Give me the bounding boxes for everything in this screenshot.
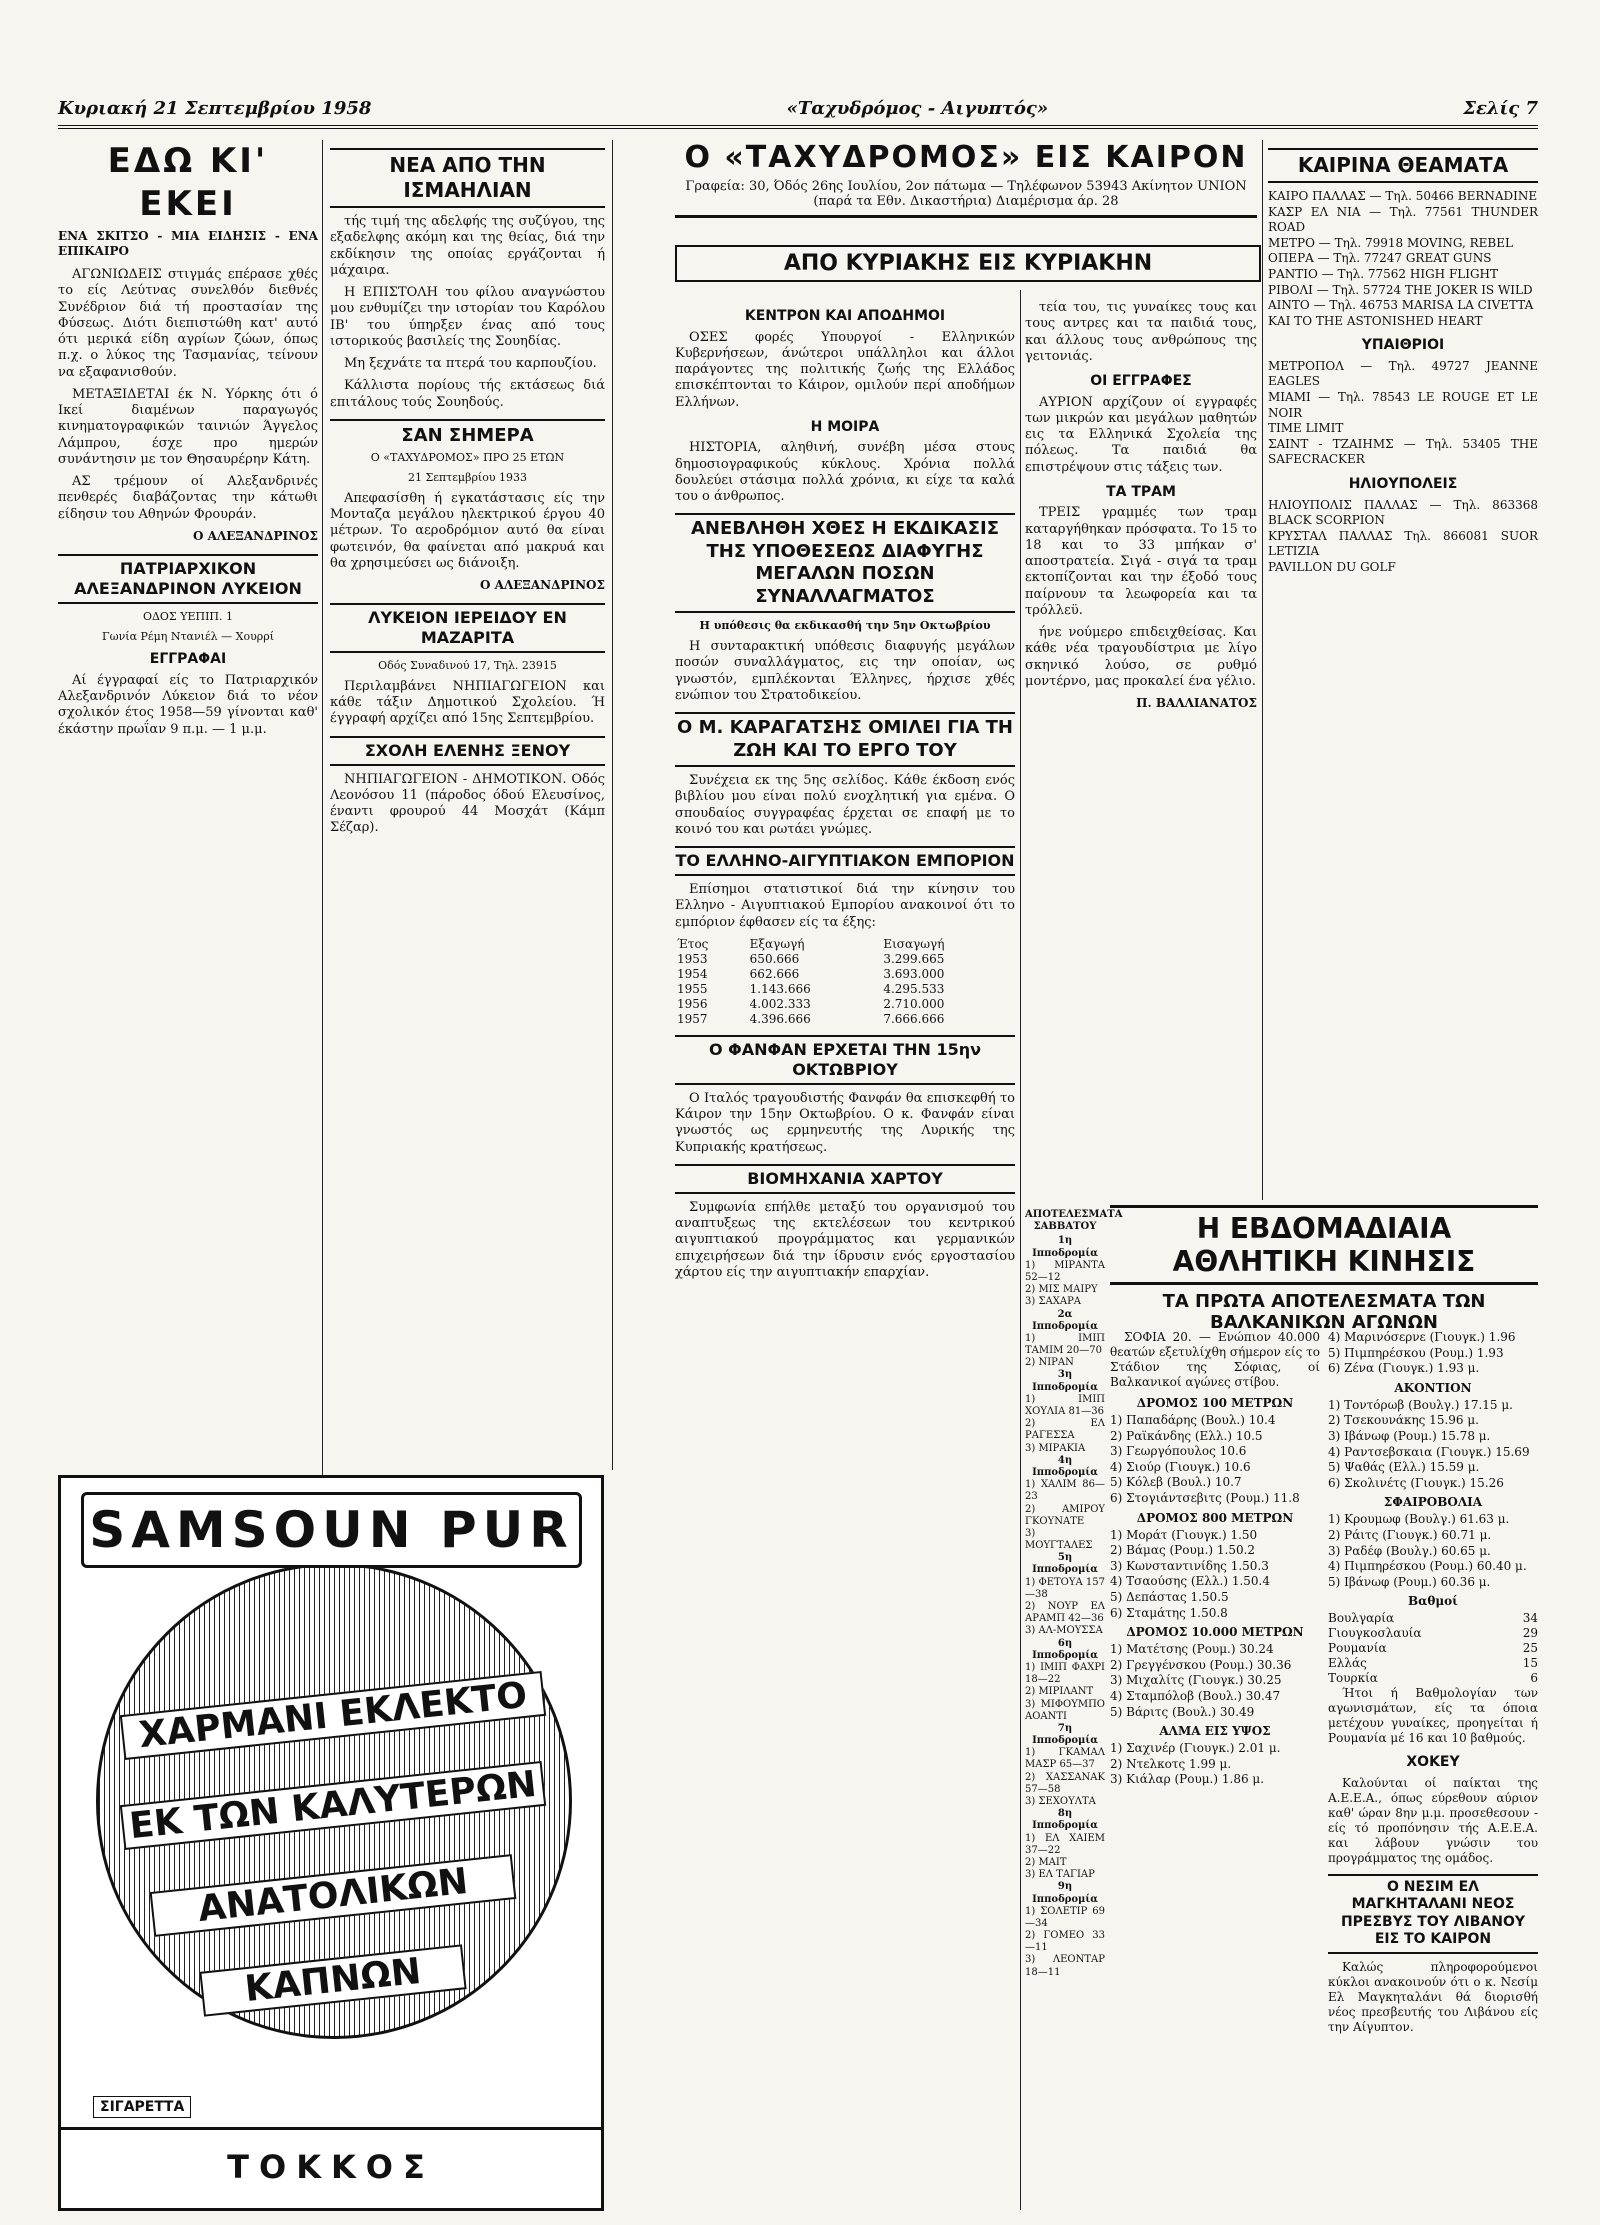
- race-line: 5η Ιπποδρομία: [1032, 1552, 1098, 1576]
- week-title: ΑΠΟ ΚΥΡΙΑΚΗΣ ΕΙΣ ΚΥΡΙΑΚΗΝ: [675, 245, 1261, 282]
- col5-text: ήνε νούμερο επιδειχθείσας. Και κάθε νέα τραγουδίστρια με λίγο σκηνικό λούσο, σε ρυθμό μοντέρνο, μας προκαλεί ένα γέλιο.: [1025, 625, 1257, 689]
- docs-text: ΑΥΡΙΟΝ αρχίζουν οί εγγραφές των μικρών και μεγάλων μαθητών εις τα Ελληνικά Σχολεία της πόλεως. Τα παιδιά θα επιστρέψουν στις τάξεις των.: [1025, 394, 1257, 475]
- table-cell: 1957: [677, 1011, 708, 1026]
- standing-row: [1328, 1656, 1538, 1671]
- column-rule: [1262, 140, 1263, 1200]
- sports-results-title: ΤΑ ΠΡΩΤΑ ΑΠΟΤΕΛΕΣΜΑΤΑ ΤΩΝ ΒΑΛΚΑΝΙΚΩΝ ΑΓΩΝΩΝ: [1162, 1291, 1486, 1333]
- karagatsis-title: Ο Μ. ΚΑΡΑΓΑΤΣΗΣ ΟΜΙΛΕΙ ΓΙΑ ΤΗ ΖΩΗ ΚΑΙ ΤΟ ΕΡΓΟ ΤΟΥ: [675, 712, 1015, 767]
- col2-para: Η ΕΠΙΣΤΟΛΗ του φίλου αναγνώστου μου ενθυμίζει την ιστορίαν του Καρόλου ΙΒ' του ύπηρξεν ένας από τους ιστορικούς βασιλείς της Σουηδίας.: [330, 285, 605, 349]
- paper-title: ΒΙΟΜΗΧΑΝΙΑ ΧΑΡΤΟΥ: [675, 1164, 1015, 1194]
- col2-para: Κάλλιστα πορίους τής εκτάσεως διά επιτάλους τούς Σουηδούς.: [330, 378, 605, 410]
- cinema-entry: ΣΑΙΝΤ - ΤΖΑΙΗΜΣ — Τηλ. 53405 THE SAFECRACKER: [1268, 436, 1538, 467]
- col1-title: ΕΔΩ ΚΙ' ΕΚΕΙ: [107, 141, 269, 224]
- table-row: [675, 997, 1015, 1012]
- result-line: 3) Κιάλαρ (Ρουμ.) 1.86 μ.: [1110, 1772, 1265, 1787]
- column-5: [1268, 140, 1538, 1200]
- result-line: 6) Σταμάτης 1.50.8: [1110, 1605, 1228, 1620]
- race-line: 2) ΜΙΣ ΜΑΙΡΥ: [1025, 1284, 1098, 1296]
- table-row: [675, 937, 1015, 952]
- races-column: [1025, 1205, 1123, 2210]
- result-line: 4) Μαρινόσερνε (Γιουγκ.) 1.96: [1328, 1330, 1516, 1344]
- anniversary-text: Απεφασίσθη ή εγκατάστασις είς την Μονταζα μεγάλου ηλεκτρικού έργου 40 μέτρων. Το αεροδρόμιον αυτό θα είναι φωτεινόν, θα φαίνεται από μακρυά και θα χρησιμεύσει ως διάνοιξη.: [330, 490, 605, 571]
- result-line: 1) Σαχινέρ (Γιουγκ.) 2.01 μ.: [1110, 1741, 1281, 1756]
- country: Γιουγκοσλαυία: [1328, 1626, 1422, 1641]
- race-line: 2) ΜΑΙΤ: [1025, 1856, 1067, 1868]
- result-line: 3) Κωνσταντινίδης 1.50.3: [1110, 1558, 1269, 1573]
- fanfan-title: Ο ΦΑΝΦΑΝ ΕΡΧΕΤΑΙ ΤΗΝ 15ην ΟΚΤΩΒΡΙΟΥ: [675, 1035, 1015, 1085]
- standing-row: [1328, 1626, 1538, 1641]
- points: 25: [1522, 1641, 1538, 1656]
- result-line: 1) Παπαδάρης (Βουλ.) 10.4: [1110, 1413, 1276, 1427]
- table-cell: 4.396.666: [749, 1011, 811, 1026]
- standing-row: [1328, 1641, 1538, 1656]
- table-head: Έτος: [677, 936, 709, 951]
- table-row: [675, 952, 1015, 967]
- col2-para: Μη ξεχνάτε τα πτερά του καρπουζίου.: [344, 356, 597, 371]
- spacer: [610, 140, 670, 2210]
- result-line: 5) Ιβάνωφ (Ρουμ.) 60.36 μ.: [1328, 1574, 1491, 1589]
- karagatsis-text: Συνέχεια εκ της 5ης σελίδος. Κάθε έκδοση ενός βιβλίου μου είναι πολύ ενοχλητική για εμένα. Ο σπουδαίος συγγραφέας έρχεται σε επαφή με το κοινό του και ρωτάει γνώμες.: [675, 773, 1015, 837]
- table-cell: 1955: [677, 981, 708, 996]
- col4-para: τεία του, τις γυναίκες τους και τους αντρες και τα παιδιά τους, και άλλους τους ανθρώπους της γειτονιάς.: [1025, 300, 1257, 364]
- hockey-title: ΧΟΚΕΥ: [1406, 1754, 1460, 1771]
- banner-info: Γραφεία: 30, Όδός 26ης Ιουλίου, 2ον πάτωμα — Τηλέφωνον 53943 Ακίνητον UNION (παρά τα Εθν. Δικαστήρια) Διαμέρισμα άρ. 28: [685, 179, 1247, 209]
- result-line: 3) Ιβάνωφ (Ρουμ.) 15.78 μ.: [1328, 1428, 1491, 1443]
- race-line: 3) ΣΑΧΑΡΑ: [1025, 1296, 1082, 1308]
- cairo-banner: [675, 140, 1257, 218]
- masthead-date: Κυριακή 21 Σεπτεμβρίου 1958: [58, 98, 372, 119]
- paper-text: Συμφωνία επήλθε μεταξύ του οργανισμού του αναπτυξεως της εκτελέσεων του κεντρικού αιγυπτιακού προγράμματος και γερμανικών επιχειρήσεων διά την ίδρυσιν ενός εργοστασίου χάρτου είς την αιγυπτιακήν επαρχίαν.: [675, 1199, 1015, 1280]
- school-box-line: Αί έγγραφαί είς το Πατριαρχικόν Αλεξανδρινόν Λύκειον διά το νέον σχολικόν έτος 1958—59 γίνονται καθ' έκάστην πρωΐαν 9 π.μ. — 1 μ.μ.: [58, 672, 318, 737]
- result-line: 4) Πιμπηρέσκου (Ρουμ.) 60.40 μ.: [1328, 1559, 1527, 1574]
- race-line: 2) ΑΜΙΡΟΥ ΓΚΟΥΝΑΤΕ: [1025, 1503, 1105, 1527]
- result-line: 3) Γεωργόπουλος 10.6: [1110, 1444, 1247, 1459]
- race-line: 1) ΦΕΤΟΥΑ 157—38: [1025, 1576, 1105, 1600]
- school2-text: ΝΗΠΙΑΓΩΓΕΙΟΝ - ΔΗΜΟΤΙΚΟΝ. Οδός Λεονόσου 11 (πάροδος όδού Ελευσίνος, έναντι φρουρού 44 Μοσχάτ (Κάμπ Σέζαρ).: [330, 771, 605, 836]
- ad-slogan: ΚΑΠΝΩΝ: [199, 1944, 466, 2016]
- outdoor-title: ΥΠΑΙΘΡΙΟΙ: [1361, 337, 1445, 354]
- result-line: 1) Τοντόρωβ (Βουλγ.) 17.15 μ.: [1328, 1397, 1513, 1412]
- race-line: 3) ΛΕΟΝΤΑΡ 18—11: [1025, 1954, 1105, 1978]
- race-line: 8η Ιπποδρομία: [1032, 1808, 1098, 1832]
- sports-main-title: Η ΕΒΔΟΜΑΔΙΑΙΑ ΑΘΛΗΤΙΚΗ ΚΙΝΗΣΙΣ: [1110, 1205, 1538, 1285]
- table-row: [675, 967, 1015, 982]
- masthead: [58, 85, 1538, 129]
- table-cell: 1954: [677, 966, 708, 981]
- anniversary-signature: Ο ΑΛΕΞΑΝΔΡΙΝΟΣ: [480, 578, 605, 592]
- cinema-entry: ΡΑΝΤΙΟ — Τηλ. 77562 HIGH FLIGHT: [1268, 266, 1499, 281]
- trade-text: Επίσημοι στατιστικοί διά την κίνησιν του Ελληνο - Αιγυπτιακού Εμπορίου ανακοινοί ότι το εμπόριον έφθασεν είς τα έξης:: [675, 882, 1015, 930]
- race-line: 3) ΣΕΧΟΥΛΤΑ: [1025, 1796, 1096, 1807]
- col4-signature: Π. ΒΑΛΛΙΑΝΑΤΟΣ: [1136, 696, 1257, 710]
- school2-title: ΣΧΟΛΗ ΕΛΕΝΗΣ ΞΕΝΟΥ: [330, 736, 605, 766]
- result-line: 4) Σιούρ (Γιουγκ.) 10.6: [1110, 1459, 1251, 1474]
- race-line: 2) ΝΟΥΡ ΕΛ ΑΡΑΜΠ 42—36: [1025, 1601, 1105, 1625]
- ad-slogan: ΧΑΡΜΑΝΙ ΕΚΛΕΚΤΟ: [120, 1671, 546, 1760]
- column-rule: [1020, 290, 1021, 2210]
- cinema-entry: PAVILLON DU GOLF: [1268, 559, 1396, 574]
- result-line: 2) Ράιτς (Γιουγκ.) 60.71 μ.: [1328, 1527, 1492, 1542]
- cinema-entry: ΟΠΕΡΑ — Τηλ. 77247 GREAT GUNS: [1268, 251, 1492, 266]
- standings-title: Βαθμοί: [1408, 1594, 1458, 1609]
- school-box-line: ΕΓΓΡΑΦΑΙ: [149, 651, 227, 668]
- cinema-entry: ΚΡΥΣΤΑΛ ΠΑΛΛΑΣ Τηλ. 866081 SUOR LETIZIA: [1268, 528, 1538, 559]
- result-line: 2) Ντελκοτς 1.99 μ.: [1110, 1756, 1232, 1771]
- points: 34: [1522, 1611, 1538, 1626]
- event-title: ΔΡΟΜΟΣ 10.000 ΜΕΤΡΩΝ: [1126, 1625, 1304, 1640]
- school-box-line: ΟΔΟΣ ΥΕΠΙΠ. 1: [142, 609, 234, 623]
- race-line: 2) ΓΟΜΕΟ 33—11: [1025, 1930, 1105, 1954]
- column-2: [330, 140, 605, 1465]
- cinema-entry: ΡΙΒΟΛΙ — Τηλ. 57724 THE JOKER IS WILD: [1268, 282, 1533, 297]
- masthead-page: Σελίς 7: [1463, 98, 1538, 119]
- race-line: 1) ΙΜΙΠ ΦΑΧΡΙ 18—22: [1025, 1661, 1105, 1686]
- cigarette-advertisement: [58, 1475, 604, 2211]
- anniversary-subtitle: Ο «ΤΑΧΥΔΡΟΜΟΣ» ΠΡΟ 25 ΕΤΩΝ: [370, 451, 565, 465]
- table-cell: 1.143.666: [749, 981, 811, 996]
- nesim-title: Ο ΝΕΣΙΜ ΕΛ ΜΑΓΚΗΤΑΛΑΝΙ ΝΕΟΣ ΠΡΕΣΒΥΣ ΤΟΥ ΛΙΒΑΝΟΥ ΕΙΣ ΤΟ ΚΑΙΡΟΝ: [1328, 1874, 1538, 1954]
- school-title: ΛΥΚΕΙΟΝ ΙΕΡΕΙΔΟΥ ΕΝ ΜΑΖΑΡΙΤΑ: [330, 603, 605, 653]
- summer-title: ΗΛΙΟΥΠΟΛΕΙΣ: [1348, 476, 1458, 492]
- race-line: 3) ΕΛ ΤΑΓΙΑΡ: [1025, 1869, 1095, 1881]
- anniversary-title: ΣΑΝ ΣΗΜΕΡΑ: [330, 419, 605, 448]
- race-line: 3) ΑΛ-ΜΟΥΣΣΑ: [1025, 1625, 1103, 1637]
- table-cell: 3.299.665: [883, 951, 945, 966]
- trial-title: ΑΝΕΒΛΗΘΗ ΧΘΕΣ Η ΕΚΔΙΚΑΣΙΣ ΤΗΣ ΥΠΟΘΕΣΕΩΣ ΔΙΑΦΥΓΗΣ ΜΕΓΑΛΩΝ ΠΟΣΩΝ ΣΥΝΑΛΛΑΓΜΑΤΟΣ: [675, 513, 1015, 613]
- result-line: 2) Τσεκουνάκης 15.96 μ.: [1328, 1413, 1479, 1428]
- race-line: 3) ΜΙΦΟΥΜΠΟ ΑΟΑΝΤΙ: [1025, 1698, 1105, 1722]
- race-line: 1) ΣΟΛΕΤΙΡ 69—34: [1025, 1905, 1105, 1929]
- col1-para: ΑΣ τρέμουν οί Αλεξανδρινές πενθερές διαβάζοντας την κάτωθι είδησιν του Αθηνών Φρουράν.: [58, 474, 318, 522]
- trial-subtitle: Η υπόθεσις θα εκδικασθή την 5ην Οκτωβρίου: [699, 619, 991, 633]
- race-line: 7η Ιπποδρομία: [1032, 1722, 1098, 1747]
- result-line: 6) Σκολινέτς (Γιουγκ.) 15.26: [1328, 1475, 1504, 1490]
- nesim-text: Καλώς πληροφορούμενοι κύκλοι ανακοινούν ότι ο κ. Νεσίμ Ελ Μαγκηταλάνι θά διορισθή νέος πρεσβευτής του Λιβάνου είς την Αίγυπτον.: [1328, 1959, 1538, 2034]
- ad-brand: SAMSOUN PUR: [81, 1492, 582, 1568]
- result-line: 5) Κόλεβ (Βουλ.) 10.7: [1110, 1475, 1242, 1490]
- theatres-title: ΚΑΙΡΙΝΑ ΘΕΑΜΑΤΑ: [1268, 148, 1538, 183]
- standings-note: Ήτοι ή Βαθμολογίαν των αγωνισμάτων, είς τα όποια μετέχουν γυναίκες, προηγείται ή Ρουμανία μέ 16 και 10 βαθμούς.: [1328, 1686, 1538, 1746]
- sports-column-left: [1110, 1330, 1320, 2210]
- trade-table: [675, 937, 1015, 1027]
- race-line: 1) ΧΑΛΙΜ 86—23: [1025, 1479, 1105, 1503]
- table-cell: 4.002.333: [749, 996, 811, 1011]
- race-line: 2) ΜΙΡΙΛΑΝΤ: [1025, 1686, 1094, 1698]
- points: 29: [1522, 1626, 1538, 1641]
- table-cell: 662.666: [749, 966, 800, 981]
- race-line: 1η Ιπποδρομία: [1032, 1235, 1098, 1259]
- col2-para: τής τιμή της αδελφής της συζύγου, της εξαδελφης ακόμη και της θείας, διά την εκδίκησιν της οποίας εργάζονται ή μάχαιρα.: [330, 214, 605, 278]
- table-cell: 7.666.666: [883, 1011, 945, 1026]
- race-line: 2) ΧΑΣΣΑΝΑΚ 57—58: [1025, 1771, 1105, 1795]
- hockey-text: Καλούνται οί παίκται της Α.Ε.Ε.Α., όπως εύρεθουν αύριον καθ' ώραν 8ην μ.μ. προσεθεσουν - είς τό προπόνησιν τής Α.Ε.Ε.Α. και λάβουν γνώσιν του προγράμματος της ομάδος.: [1328, 1775, 1538, 1865]
- column-1: [58, 140, 318, 1465]
- ad-slogan: ΕΚ ΤΩΝ ΚΑΛΥΤΕΡΩΝ: [120, 1761, 546, 1850]
- race-line: 1) ΕΛ ΧΑΙΕΜ 37—22: [1025, 1832, 1105, 1856]
- tram-text: ΤΡΕΙΣ γραμμές των τραμ καταργήθηκαν πρόσφατα. Το 15 το 18 και το 33 μπήκαν σ' αποστρατεία. Σιγά - σιγά τα τραμ εκτοπίζονται και την έξοδό τους παίρνουν τα λεωφορεία και τα τρόλλεϋ.: [1025, 505, 1257, 618]
- col1-signature: Ο ΑΛΕΞΑΝΔΡΙΝΟΣ: [193, 528, 318, 543]
- table-row: [675, 1012, 1015, 1027]
- cinema-entry: ΚΑΙ ΤΟ THE ASTONISHED HEART: [1268, 313, 1483, 328]
- country: Τουρκία: [1328, 1671, 1378, 1686]
- table-head: Εισαγωγή: [883, 936, 945, 951]
- cinema-entry: TIME LIMIT: [1268, 421, 1344, 436]
- race-line: 1) ΙΜΙΠ ΧΟΥΛΙΑ 81—36: [1025, 1393, 1105, 1417]
- race-line: 6η Ιπποδρομία: [1032, 1637, 1098, 1661]
- banner-title: Ο «ΤΑΧΥΔΡΟΜΟΣ» ΕΙΣ ΚΑΙΡΟΝ: [684, 140, 1248, 175]
- anniversary-date: 21 Σεπτεμβρίου 1933: [407, 471, 528, 484]
- cinema-entry: ΜΕΤΡΟΠΟΛ — Τηλ. 49727 JEANNE EAGLES: [1268, 358, 1538, 389]
- standing-row: [1328, 1671, 1538, 1686]
- race-line: 1) ΓΚΑΜΑΛ ΜΑΣΡ 65—37: [1025, 1747, 1105, 1771]
- section-title: Η ΜΟΙΡΑ: [810, 418, 880, 435]
- table-cell: 4.295.533: [883, 981, 945, 996]
- race-line: 2α Ιπποδρομία: [1032, 1308, 1098, 1332]
- country: Ρουμανία: [1328, 1641, 1387, 1656]
- ad-cigarette-label: ΣΙΓΑΡΕΤΤΑ: [93, 2096, 191, 2118]
- result-line: 5) Δεπάστας 1.50.5: [1110, 1589, 1229, 1604]
- result-line: 1) Μοράτ (Γιουγκ.) 1.50: [1110, 1527, 1258, 1542]
- column-4: [1025, 300, 1257, 1200]
- school-text: Περιλαμβάνει ΝΗΠΙΑΓΩΓΕΙΟΝ και κάθε τάξιν Δημοτικού Σχολείου. Ή έγγραφή αρχίζει από 15ης Σεπτεμβρίου.: [330, 678, 605, 727]
- result-line: 1) Ματέτσης (Ρουμ.) 30.24: [1110, 1642, 1274, 1657]
- school-address: Οδός Συναδινού 17, Τηλ. 23915: [378, 659, 557, 672]
- result-line: 3) Μιχαλίτς (Γιουγκ.) 30.25: [1110, 1673, 1282, 1688]
- school-box-title: ΠΑΤΡΙΑΡΧΙΚΟΝ ΑΛΕΞΑΝΔΡΙΝΟΝ ΛΥΚΕΙΟΝ: [58, 554, 318, 604]
- race-line: 2) ΝΙΡΑΝ: [1025, 1357, 1074, 1369]
- result-line: 3) Ραδέφ (Βουλγ.) 60.65 μ.: [1328, 1543, 1491, 1558]
- col2-title: ΝΕΑ ΑΠΟ ΤΗΝ ΙΣΜΑΗΛΙΑΝ: [330, 148, 605, 208]
- race-line: 4η Ιπποδρομία: [1032, 1454, 1098, 1478]
- race-line: 3η Ιπποδρομία: [1032, 1369, 1098, 1393]
- cinema-entry: ΚΑΣΡ ΕΛ ΝΙΑ — Τηλ. 77561 THUNDER ROAD: [1268, 204, 1538, 235]
- col1-para: ΑΓΩΝΙΩΔΕΙΣ στιγμάς επέρασε χθές το είς Λεύτνας συνελθόν διεθνές Συνέδριον διά τή προστασίαν της Φύσεως. Διότι διεπιστώθη κατ' αυτό ότι μερικά είδη αγρίων ζώων, όπως π.χ. ο λύκος της Τασμανίας, τείνουν να εξαφανισθούν.: [58, 267, 318, 380]
- race-line: 9η Ιπποδρομία: [1032, 1881, 1098, 1905]
- sports-header: [1110, 1205, 1538, 1339]
- result-line: 1) Κρουμωφ (Βουλγ.) 61.63 μ.: [1328, 1512, 1510, 1527]
- col1-para: ΜΕΤΑΞΙΔΕΤΑΙ έκ Ν. Υόρκης ότι ό Ικεί διαμένων παραγωγός κινηματογραφικών ταινιών Άγγελος Λάμπρου, έσχε προ ημερών συνάντησιν με τον Θησαυρέρην Κάτη.: [58, 386, 318, 467]
- trade-title: ΤΟ ΕΛΛΗΝΟ-ΑΙΓΥΠΤΙΑΚΟΝ ΕΜΠΟΡΙΟΝ: [675, 846, 1015, 876]
- sports-text: ΣΟΦΙΑ 20. — Ενώπιον 40.000 θεατών εξετυλίχθη σήμερον είς το Στάδιον της Σόφιας, οί Βαλκανικοί αγώνες στίβου.: [1110, 1330, 1320, 1389]
- points: 15: [1522, 1656, 1538, 1671]
- result-line: 4) Σταμπόλοβ (Βουλ.) 30.47: [1110, 1688, 1281, 1703]
- result-line: 5) Ψαθάς (Ελλ.) 15.59 μ.: [1328, 1460, 1480, 1475]
- result-line: 4) Τσαούσης (Ελλ.) 1.50.4: [1110, 1574, 1270, 1589]
- trial-text: Η συνταρακτική υπόθεσις διαφυγής μεγάλων ποσών συναλλάγματος, εις την οποίαν, ως γνωστόν, εμπλέκονται Έλληνες, ήρχισε χθές ενώπιον του Στρατοδικείου.: [675, 639, 1015, 703]
- table-cell: 2.710.000: [883, 996, 945, 1011]
- result-line: 6) Στογιάντσεβιτς (Ρουμ.) 11.8: [1110, 1490, 1300, 1505]
- school-box-line: Γωνία Ρέμη Ντανιέλ — Χουρρί: [101, 629, 275, 643]
- race-line: 1) ΙΜΙΠ ΤΑΜΙΜ 20—70: [1025, 1332, 1105, 1357]
- cinema-entry: ΑΙΝΤΟ — Τηλ. 46753 MARISA LA CIVETTA: [1268, 298, 1534, 313]
- ad-maker: ΤΟΚΚΟΣ: [61, 2127, 601, 2208]
- docs-title: ΟΙ ΕΓΓΡΑΦΕΣ: [1090, 373, 1192, 389]
- event-title: ΑΛΜΑ ΕΙΣ ΥΨΟΣ: [1159, 1724, 1271, 1739]
- event-title: ΔΡΟΜΟΣ 100 ΜΕΤΡΩΝ: [1136, 1396, 1294, 1410]
- country: Ελλάς: [1328, 1656, 1367, 1671]
- races-title: ΑΠΟΤΕΛΕΣΜΑΤΑ ΣΑΒΒΑΤΟΥ: [1025, 1209, 1123, 1233]
- table-cell: 1953: [677, 951, 708, 966]
- race-line: 3) ΜΟΥΓΤΑΛΕΣ: [1025, 1527, 1093, 1552]
- section-text: ΟΣΕΣ φορές Υπουργοί - Ελληνικών Κυβερνήσεων, άνώτεροι υπάλληλοι και άλλοι παράγοντες της πολιτικής ζωής της Ελλάδος επισκέπτονται το Κάιρον, ομιλούν περί αποδήμων Ελλήνων.: [675, 329, 1015, 410]
- result-line: 6) Ζένα (Γιουγκ.) 1.93 μ.: [1328, 1361, 1480, 1376]
- event-title: ΔΡΟΜΟΣ 800 ΜΕΤΡΩΝ: [1136, 1510, 1294, 1525]
- result-line: 2) Ραϊκάνδης (Ελλ.) 10.5: [1110, 1428, 1263, 1443]
- result-line: 5) Πιμπηρέσκου (Ρουμ.) 1.93: [1328, 1345, 1504, 1360]
- ad-slogan: ΑΝΑΤΟΛΙΚΩΝ: [150, 1854, 517, 1937]
- points: 6: [1530, 1671, 1538, 1686]
- section-text: ΗΙΣΤΟΡΙΑ, αληθινή, συνέβη μέσα στους δημοσιογραφικούς κύκλους. Χρόνια πολλά δουλεύει στάσιμα πολλά χρόνια, κι είχε τα καλά του ο άνθρωπος.: [675, 440, 1015, 504]
- cinema-entry: ΚΑΙΡΟ ΠΑΛΛΑΣ — Τηλ. 50466 BERNADINE: [1268, 189, 1538, 203]
- race-line: 3) ΜΙΡΑΚΙΑ: [1025, 1442, 1086, 1454]
- race-line: 2) ΕΛ ΡΑΓΕΣΣΑ: [1025, 1418, 1105, 1442]
- cinema-entry: ΗΛΙΟΥΠΟΛΙΣ ΠΑΛΛΑΣ — Τηλ. 863368 BLACK SCORPION: [1268, 497, 1538, 528]
- result-line: ΑΚΟΝΤΙΟΝ: [1394, 1380, 1472, 1395]
- right-results: [1328, 1330, 1538, 1590]
- fanfan-text: Ο Ιταλός τραγουδιστής Φανφάν θα επισκεφθή το Κάιρον την 15ην Οκτωβρίου. Ο κ. Φανφάν είναι γνωστός ως ερμηνευτής της Λυρικής της Κυπριακής κρατήσεως.: [675, 1090, 1015, 1155]
- cinema-entry: ΜΙΑΜΙ — Τηλ. 78543 LE ROUGE ET LE NOIR: [1268, 390, 1538, 420]
- cinema-entry: ΜΕΤΡΟ — Τηλ. 79918 MOVING, REBEL: [1268, 235, 1513, 250]
- masthead-paper: «Ταχυδρόμος - Αιγυπτός»: [786, 98, 1049, 119]
- col1-subtitle: ΕΝΑ ΣΚΙΤΣΟ - ΜΙΑ ΕΙΔΗΣΙΣ - ΕΝΑ ΕΠΙΚΑΙΡΟ: [58, 229, 318, 258]
- country: Βουλγαρία: [1328, 1611, 1395, 1626]
- result-line: 4) Ραντσεβσκαια (Γιουγκ.) 15.69: [1328, 1444, 1530, 1459]
- tram-title: ΤΑ ΤΡΑΜ: [1106, 483, 1176, 500]
- race-line: 1) ΜΙΡΑΝΤΑ 52—12: [1025, 1259, 1105, 1283]
- table-row: [675, 982, 1015, 997]
- section-title: ΚΕΝΤΡΟΝ ΚΑΙ ΑΠΟΔΗΜΟΙ: [744, 308, 946, 324]
- result-line: 2) Γρεγγένσκου (Ρουμ.) 30.36: [1110, 1657, 1292, 1672]
- table-head: Εξαγωγή: [749, 936, 805, 951]
- table-cell: 1956: [677, 996, 708, 1011]
- sports-column-right: [1328, 1330, 1538, 2210]
- result-line: 2) Βάμας (Ρουμ.) 1.50.2: [1110, 1543, 1256, 1558]
- standing-row: [1328, 1611, 1538, 1626]
- result-line: 5) Βάριτς (Βουλ.) 30.49: [1110, 1704, 1255, 1719]
- table-cell: 650.666: [749, 951, 800, 966]
- result-line: ΣΦΑΙΡΟΒΟΛΙΑ: [1383, 1495, 1483, 1510]
- races-list: [1025, 1235, 1105, 1978]
- column-3: [675, 300, 1015, 2210]
- table-cell: 3.693.000: [883, 966, 945, 981]
